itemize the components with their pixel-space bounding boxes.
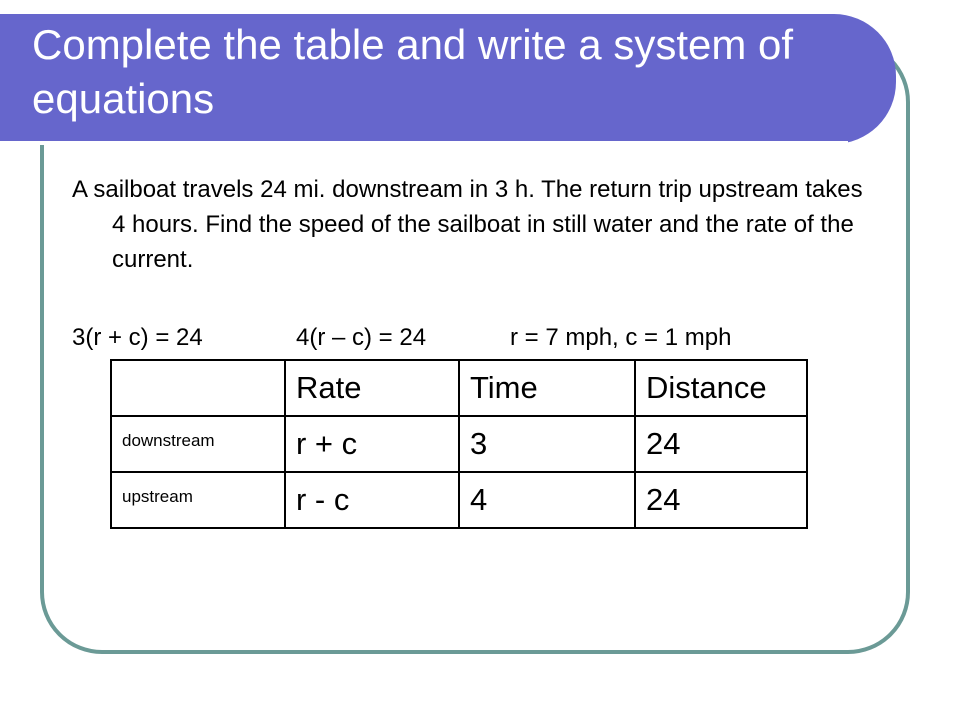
cell-rate: r + c — [285, 416, 459, 472]
cell-time: 4 — [459, 472, 635, 528]
title-underline — [0, 141, 848, 145]
slide-title: Complete the table and write a system of equations — [32, 21, 794, 122]
problem-statement: A sailboat travels 24 mi. downstream in 3 h. The return trip upstream takes 4 hours. Find the speed of the sailboat in still water and the rate of the current. — [72, 176, 863, 273]
header-cell-rate: Rate — [285, 360, 459, 416]
header-cell-time: Time — [459, 360, 635, 416]
header-cell-distance: Distance — [635, 360, 807, 416]
cell-rate: r - c — [285, 472, 459, 528]
cell-time: 3 — [459, 416, 635, 472]
cell-distance: 24 — [635, 472, 807, 528]
header-cell-empty — [111, 360, 285, 416]
table-header-row — [111, 360, 807, 416]
table-row — [111, 472, 807, 528]
rate-time-distance-table — [110, 359, 808, 529]
row-label-downstream: downstream — [111, 416, 285, 472]
equation-upstream: 4(r – c) = 24 — [296, 324, 427, 351]
solution-text: r = 7 mph, c = 1 mph — [510, 324, 732, 351]
equation-downstream: 3(r + c) = 24 — [72, 324, 203, 351]
table-row — [111, 416, 807, 472]
row-label-upstream: upstream — [111, 472, 285, 528]
cell-distance: 24 — [635, 416, 807, 472]
equations-line — [72, 320, 731, 355]
